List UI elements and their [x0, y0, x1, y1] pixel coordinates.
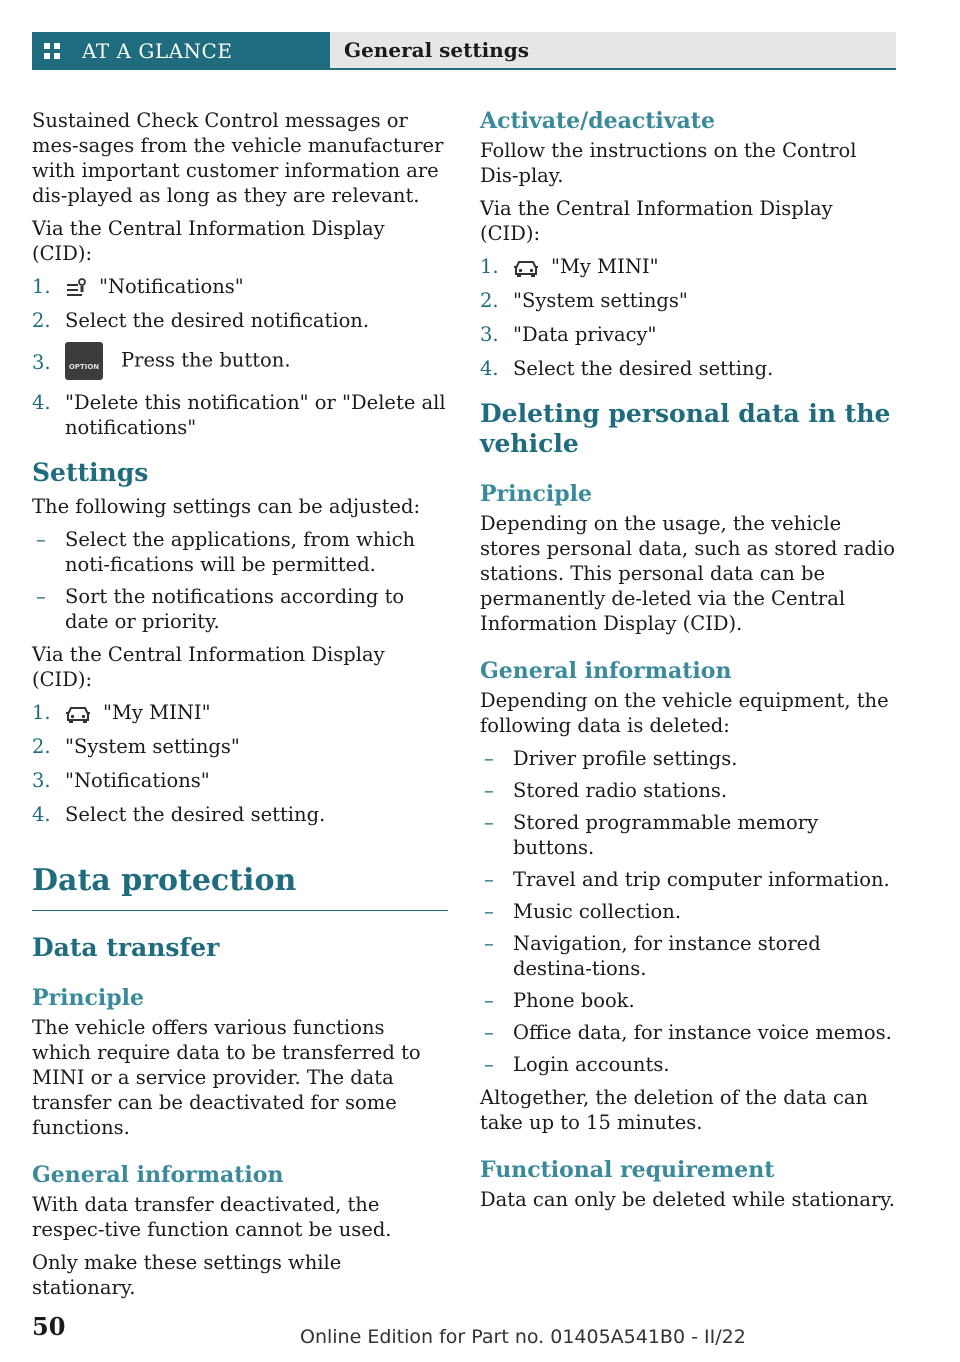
functional-requirement-heading: Functional requirement: [480, 1157, 775, 1183]
list-item: – Navigation, for instance stored destina-tions.: [484, 932, 821, 980]
list-item: 2. "System settings": [32, 735, 240, 758]
right-column: [480, 108, 896, 1220]
step-number: 2.: [32, 309, 51, 332]
list-item: – Stored radio stations.: [484, 779, 728, 802]
deleting-data-heading: Deleting personal data in the vehicle: [480, 399, 891, 458]
settings-steps: [32, 700, 448, 827]
car-icon: [65, 705, 91, 723]
list-item: 4. Select the desired setting.: [32, 803, 326, 826]
general-info-heading: General information: [32, 1162, 284, 1188]
data-protection-heading: Data protection: [32, 863, 448, 911]
general-info-text: With data transfer deactivated, the respec-tive function cannot be used.: [32, 1193, 392, 1241]
settings-intro: The following settings can be adjusted:: [32, 495, 421, 518]
activate-text: Follow the instructions on the Control Dis-play.: [480, 139, 857, 187]
car-icon: [513, 259, 539, 277]
chapter-bar: [330, 32, 896, 70]
step-number: 1.: [480, 255, 499, 278]
notification-steps: [32, 274, 448, 440]
altogether-text: Altogether, the deletion of the data can take up to 15 minutes.: [480, 1086, 869, 1134]
data-transfer-heading: Data transfer: [32, 933, 220, 962]
data-privacy-steps: [480, 254, 896, 381]
chapter-title: General settings: [344, 38, 529, 62]
step-text: "Delete this notification" or "Delete all notifications": [65, 391, 446, 439]
deleted-data-list: [480, 746, 896, 1077]
step-number: 1.: [32, 701, 51, 724]
list-item: [32, 274, 448, 299]
list-item: – Sort the notifications according to date or priority.: [36, 585, 405, 633]
grid-menu-icon: [44, 43, 60, 59]
step-text: Select the desired notification.: [65, 309, 370, 332]
settings-heading: Settings: [32, 458, 149, 487]
left-column: [32, 108, 448, 1308]
principle-heading: Principle: [480, 481, 592, 507]
list-item: – Travel and trip computer information.: [484, 868, 890, 891]
step-text: "Notifications": [99, 275, 244, 298]
step-text: Press the button.: [121, 348, 291, 372]
via-cid-text: Via the Central Information Display (CID):: [32, 643, 385, 691]
list-item: – Login accounts.: [484, 1053, 670, 1076]
principle-text: Depending on the usage, the vehicle stores personal data, such as stored radio stations. This personal data can be permanently de-leted via the Central Information Display (CID).: [480, 512, 895, 635]
list-item: – Select the applications, from which noti-fications will be permitted.: [36, 528, 416, 576]
list-item: [32, 700, 448, 725]
page-number: 50: [32, 1312, 66, 1341]
option-button-icon: OPTION: [65, 342, 103, 380]
activate-heading: Activate/deactivate: [480, 108, 715, 134]
list-item: – Stored programmable memory buttons.: [484, 811, 819, 859]
principle-text: The vehicle offers various functions which require data to be transferred to MINI or a service provider. The data transfer can be deactivated for some functions.: [32, 1016, 421, 1139]
edition-footer: Online Edition for Part no. 01405A541B0 - II/22: [300, 1326, 746, 1348]
intro-paragraph: Sustained Check Control messages or mes-sages from the vehicle manufacturer with important customer information are dis-played as long as they are relevant.: [32, 109, 444, 207]
list-item: – Driver profile settings.: [484, 747, 738, 770]
notification-icon: [65, 278, 87, 298]
via-cid-text: Via the Central Information Display (CID):: [32, 217, 385, 265]
page-header: [32, 32, 896, 70]
general-info-text: Depending on the vehicle equipment, the following data is deleted:: [480, 689, 889, 737]
step-text: "My MINI": [103, 701, 211, 724]
section-tab: [32, 32, 330, 70]
step-text: "My MINI": [551, 255, 659, 278]
via-cid-text: Via the Central Information Display (CID):: [480, 197, 833, 245]
principle-heading: Principle: [32, 985, 144, 1011]
list-item: [32, 390, 448, 440]
section-title: AT A GLANCE: [82, 39, 233, 63]
list-item: [480, 254, 896, 279]
general-info-heading: General information: [480, 658, 732, 684]
list-item: 3. "Notifications": [32, 769, 210, 792]
list-item: [32, 342, 448, 380]
list-item: – Phone book.: [484, 989, 635, 1012]
stationary-text: Only make these settings while stationary.: [32, 1251, 342, 1299]
functional-requirement-text: Data can only be deleted while stationary.: [480, 1188, 895, 1211]
list-item: 3. "Data privacy": [480, 323, 657, 346]
step-number: 1.: [32, 275, 51, 298]
list-item: – Office data, for instance voice memos.: [484, 1021, 892, 1044]
list-item: 4. Select the desired setting.: [480, 357, 774, 380]
list-item: – Music collection.: [484, 900, 682, 923]
list-item: 2. "System settings": [480, 289, 688, 312]
settings-bullets: [32, 527, 448, 634]
step-number: 4.: [32, 391, 51, 414]
list-item: [32, 308, 448, 333]
step-number: 3.: [32, 351, 51, 374]
